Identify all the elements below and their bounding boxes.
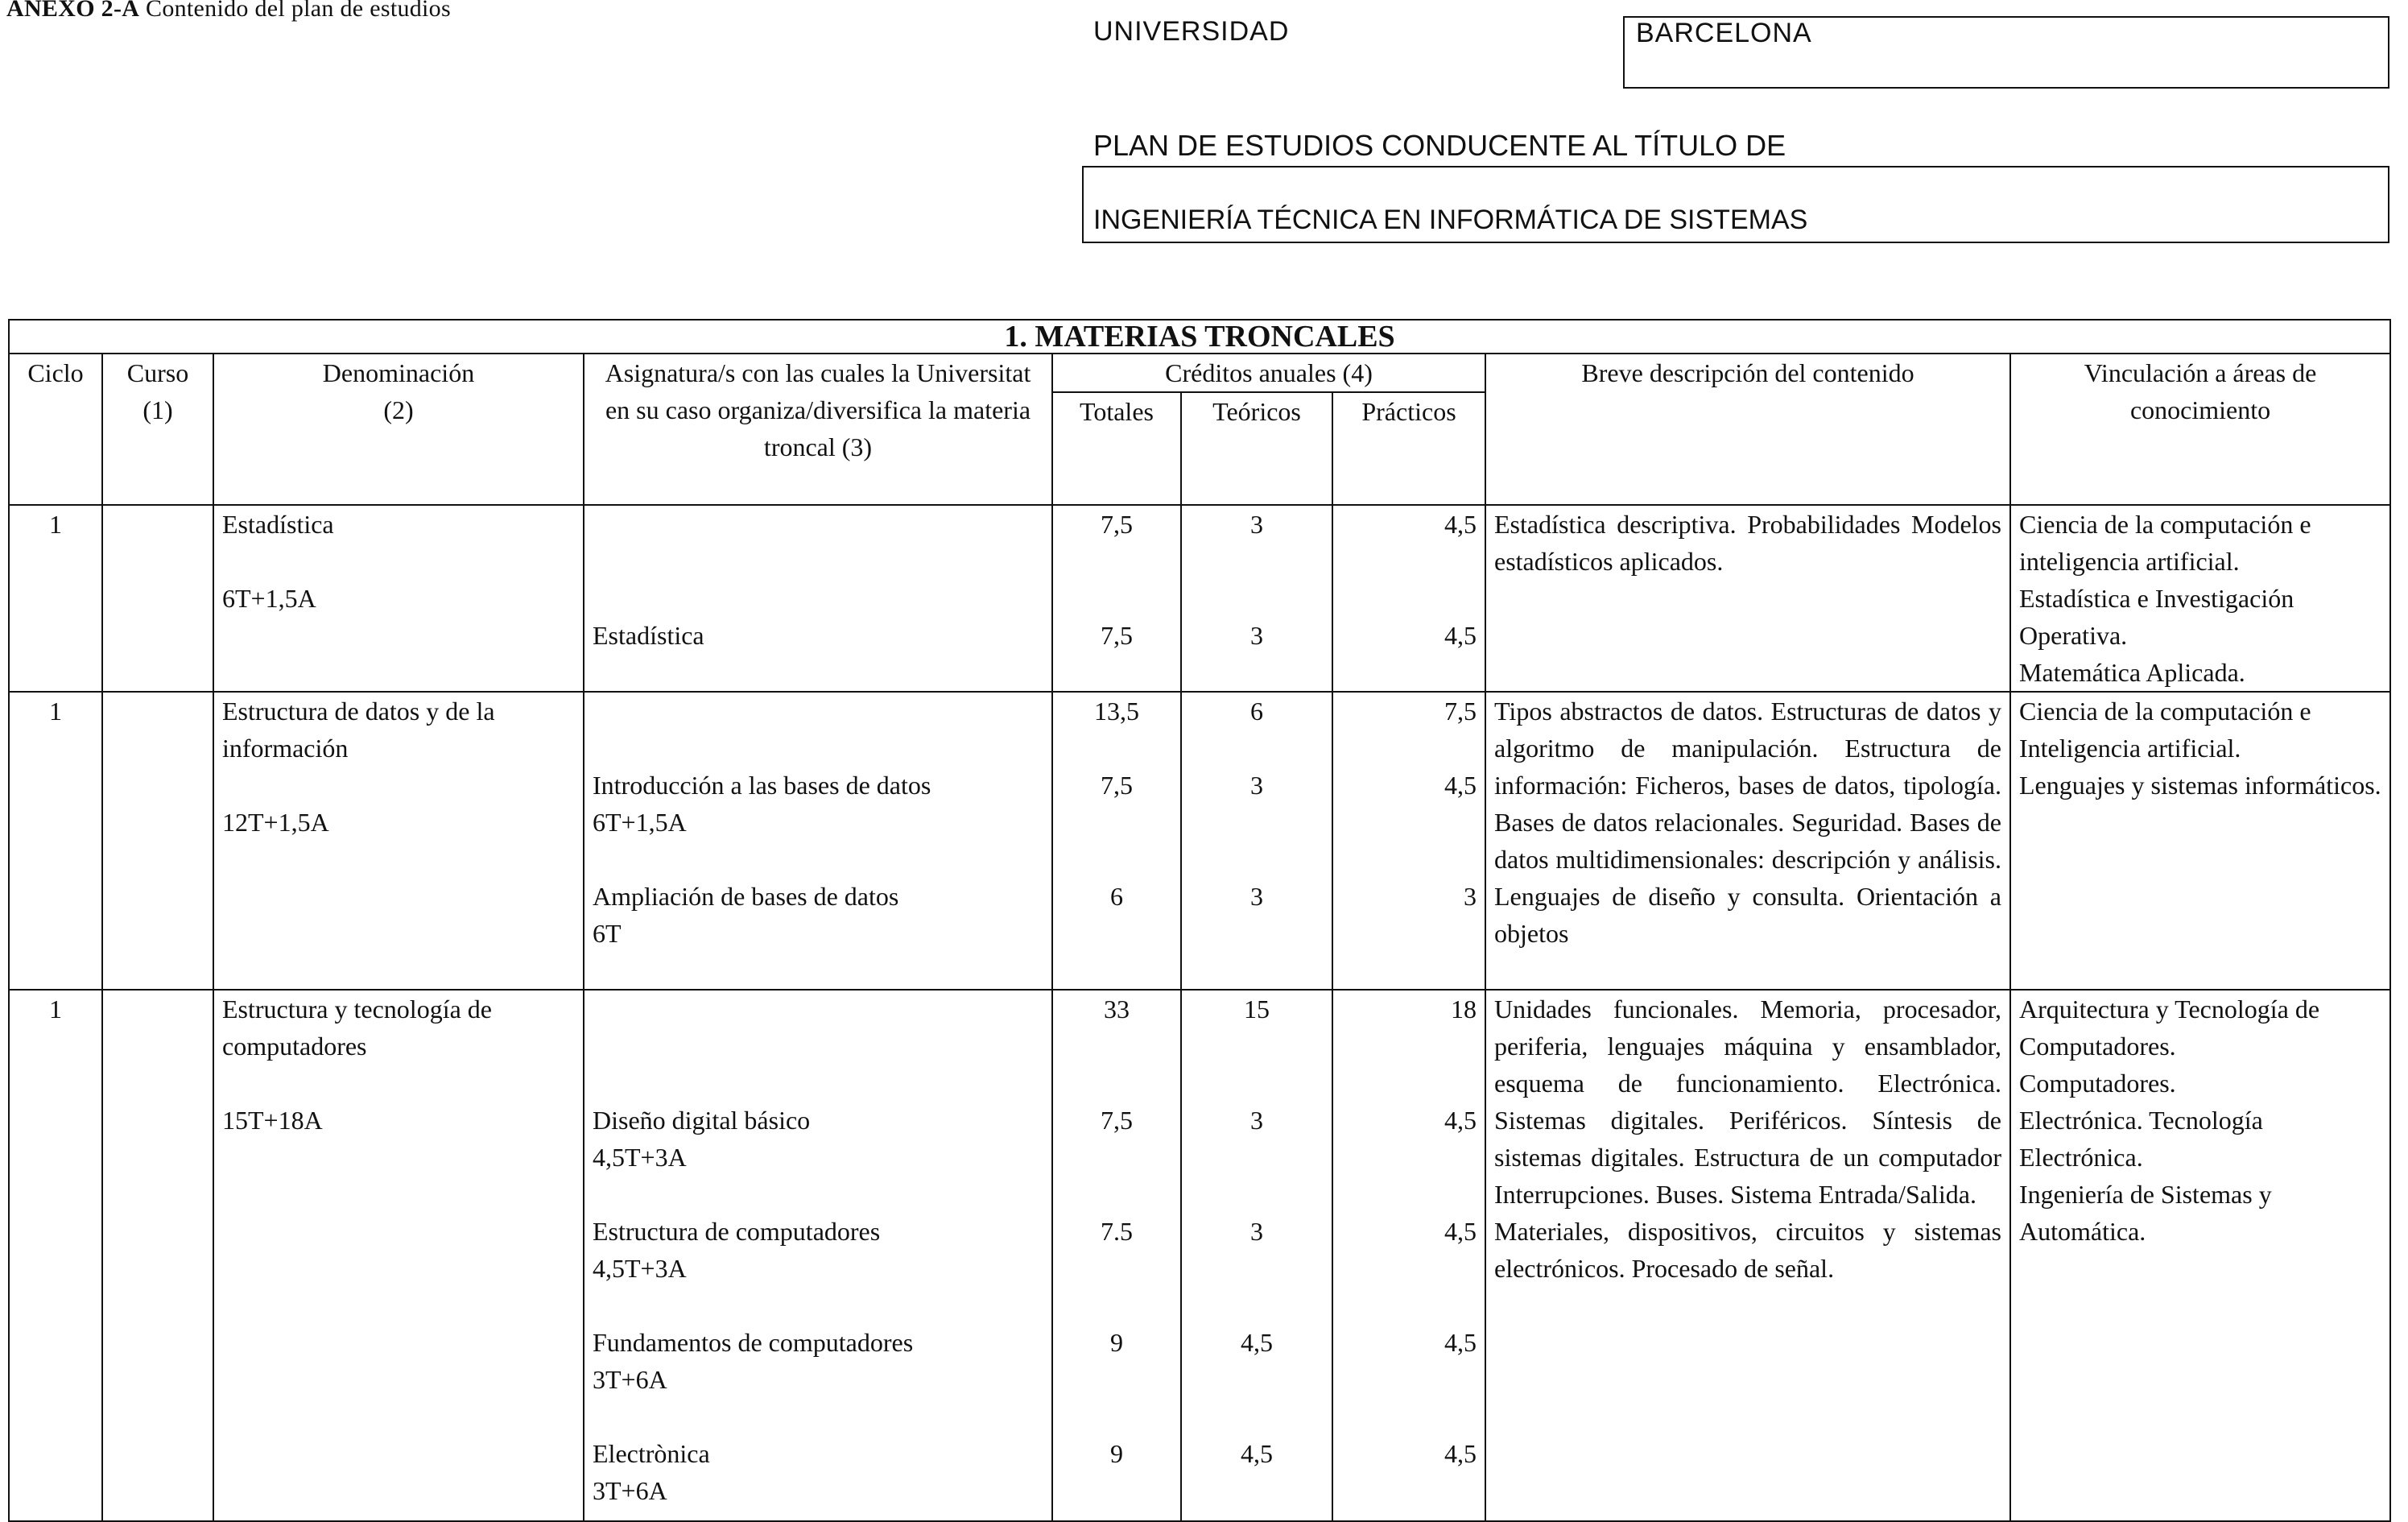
plan-label: PLAN DE ESTUDIOS CONDUCENTE AL TÍTULO DE [1093, 129, 1786, 162]
universidad-value: BARCELONA [1636, 18, 1812, 48]
table-row [9, 990, 2390, 1521]
ciclo-cell: 1 [9, 692, 102, 990]
col-ciclo: Ciclo [9, 354, 102, 505]
ciclo-cell: 1 [9, 505, 102, 692]
section-title: 1. MATERIAS TRONCALES [9, 320, 2390, 354]
annex-heading [6, 0, 451, 23]
annex-subtitle: Contenido del plan de estudios [146, 0, 451, 22]
materias-troncales-table [8, 319, 2391, 1522]
vinculacion-cell: Arquitectura y Tecnología de Computadores. Computadores. Electrónica. Tecnología Electrónica. Ingeniería de Sistemas y Automática. [2010, 990, 2390, 1521]
table-row [9, 505, 2390, 692]
col-teoricos: Teóricos [1181, 392, 1332, 505]
teoricos-cell: 15 3 3 4,5 4,5 [1181, 990, 1332, 1521]
annex-number: ANEXO 2-A [6, 0, 140, 22]
col-totales: Totales [1052, 392, 1181, 505]
descripcion-cell: Estadística descriptiva. Probabilidades Modelos estadísticos aplicados. [1485, 505, 2010, 692]
col-creditos: Créditos anuales (4) [1052, 354, 1485, 392]
table-row [9, 692, 2390, 990]
descripcion-cell: Unidades funcionales. Memoria, procesador, periferia, lenguajes máquina y ensamblador, esquema de funcionamiento. Electrónica. Sistemas digitales. Periféricos. Síntesis de sistemas digitales. Estructura de un computador Interrupciones. Buses. Sistema Entrada/Salida. Materiales, dispositivos, circuitos y sistemas electrónicos. Procesado de señal. [1485, 990, 2010, 1521]
col-asignaturas: Asignatura/s con las cuales la Universitat en su caso organiza/diversifica la materia troncal (3) [584, 354, 1052, 505]
col-descripcion: Breve descripción del contenido [1485, 354, 2010, 505]
denominacion-cell: Estadística 6T+1,5A [213, 505, 584, 692]
asignaturas-cell: Estadística [584, 505, 1052, 692]
vinculacion-cell: Ciencia de la computación e Inteligencia artificial. Lenguajes y sistemas informáticos. [2010, 692, 2390, 990]
practicos-cell: 18 4,5 4,5 4,5 4,5 [1332, 990, 1485, 1521]
totales-cell: 33 7,5 7.5 9 9 [1052, 990, 1181, 1521]
denominacion-cell: Estructura de datos y de la información 12T+1,5A [213, 692, 584, 990]
practicos-cell: 4,5 4,5 [1332, 505, 1485, 692]
section-header-row [9, 320, 2390, 354]
denominacion-cell: Estructura y tecnología de computadores 15T+18A [213, 990, 584, 1521]
vinculacion-cell: Ciencia de la computación e inteligencia artificial. Estadística e Investigación Operativa. Matemática Aplicada. [2010, 505, 2390, 692]
column-header-row [9, 354, 2390, 392]
col-curso: Curso (1) [102, 354, 213, 505]
asignaturas-cell: Diseño digital básico 4,5T+3A Estructura de computadores 4,5T+3A Fundamentos de computadores 3T+6A Electrònica 3T+6A [584, 990, 1052, 1521]
col-practicos: Prácticos [1332, 392, 1485, 505]
ciclo-cell: 1 [9, 990, 102, 1521]
titulo-value: INGENIERÍA TÉCNICA EN INFORMÁTICA DE SISTEMAS [1093, 205, 1808, 235]
descripcion-cell: Tipos abstractos de datos. Estructuras de datos y algoritmo de manipulación. Estructura de información: Ficheros, bases de datos, tipología. Bases de datos relacionales. Seguridad. Bases de datos multidimensionales: descripción y análisis. Lenguajes de diseño y consulta. Orientación a objetos [1485, 692, 2010, 990]
totales-cell: 13,5 7,5 6 [1052, 692, 1181, 990]
curso-cell [102, 692, 213, 990]
teoricos-cell: 3 3 [1181, 505, 1332, 692]
practicos-cell: 7,5 4,5 3 [1332, 692, 1485, 990]
asignaturas-cell: Introducción a las bases de datos 6T+1,5A Ampliación de bases de datos 6T [584, 692, 1052, 990]
totales-cell: 7,5 7,5 [1052, 505, 1181, 692]
col-vinculacion: Vinculación a áreas de conocimiento [2010, 354, 2390, 505]
curso-cell [102, 990, 213, 1521]
teoricos-cell: 6 3 3 [1181, 692, 1332, 990]
col-denominacion: Denominación (2) [213, 354, 584, 505]
curso-cell [102, 505, 213, 692]
universidad-label: UNIVERSIDAD [1093, 16, 1290, 47]
